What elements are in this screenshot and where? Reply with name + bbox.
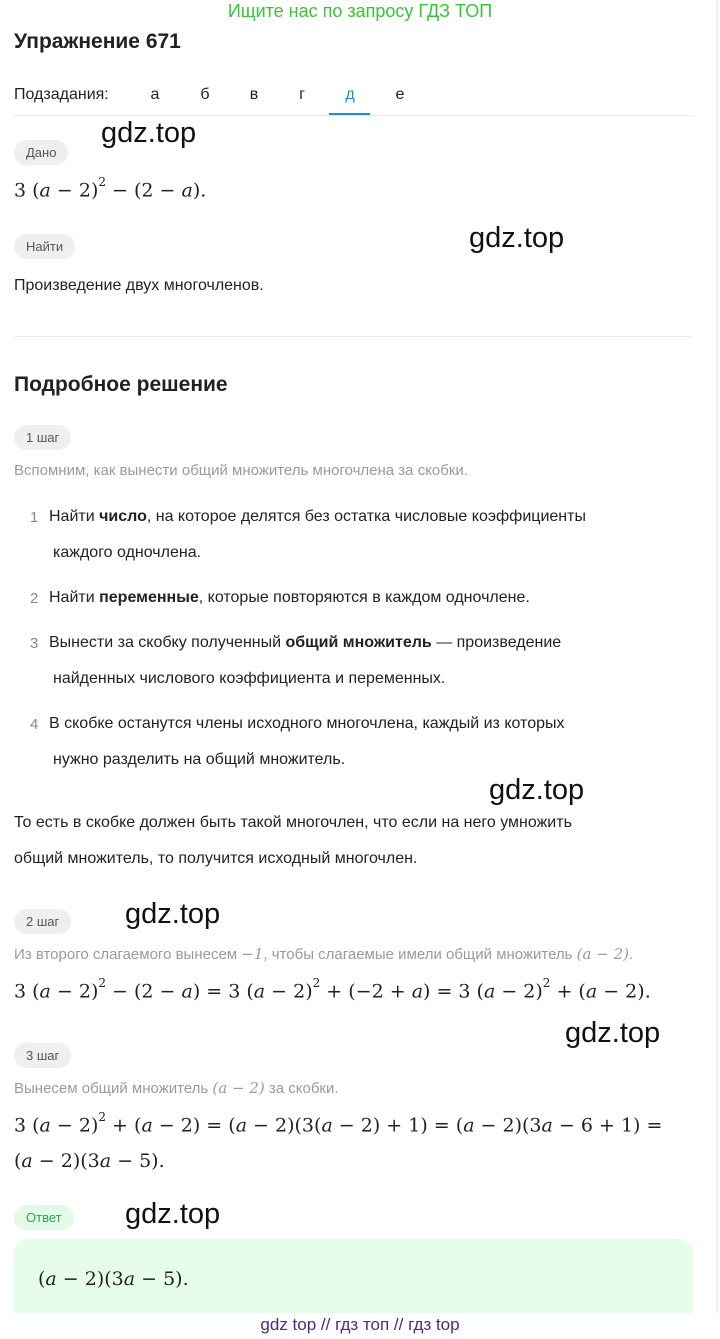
find-text: Произведение двух многочленов.	[14, 277, 264, 294]
step3-expression-line2: (a − 2)(3a − 5).	[14, 1150, 165, 1172]
page-right-border	[716, 0, 718, 1339]
step3-chip: 3 шаг	[14, 1043, 71, 1068]
tab-b[interactable]: б	[200, 86, 210, 103]
watermark: gdz.top	[489, 774, 585, 806]
active-tab-indicator	[329, 113, 370, 115]
math-inline: −1	[241, 945, 264, 963]
list-item: В скобке останутся члены исходного многочлена, каждый из которых нужно разделить на общий множитель.	[49, 715, 565, 768]
step1-paragraph: То есть в скобке должен быть такой многочлен, что если на него умножить общий множитель, то получится исходный многочлен.	[14, 814, 572, 867]
list-item-number: 4	[30, 716, 39, 733]
step2-intro: Из второго слагаемого вынесем −1, чтобы слагаемые имели общий множитель (a − 2).	[14, 945, 634, 963]
step2-chip: 2 шаг	[14, 909, 71, 934]
find-chip: Найти	[14, 234, 75, 259]
step3-intro: Вынесем общий множитель (a − 2) за скобки.	[14, 1079, 339, 1097]
list-item: Вынести за скобку полученный общий множитель — произведение найденных числового коэффициента и переменных.	[49, 634, 562, 687]
footer-links[interactable]: gdz top // гдз топ // гдз top	[0, 1313, 720, 1339]
tab-v[interactable]: в	[249, 86, 259, 103]
step1-chip: 1 шаг	[14, 425, 71, 450]
tab-e[interactable]: е	[395, 86, 405, 103]
step3-expression-line1: 3 $(a - 2)^2 + (a - 2) = (a - 2)(3(a - 2) + 1) = (a - 2)(3a - 6 + 1)$ =	[14, 1110, 663, 1137]
answer-expression: (a − 2)(3a − 5).	[38, 1268, 189, 1290]
watermark: gdz.top	[469, 222, 565, 254]
tabs-divider	[14, 115, 692, 116]
tab-g[interactable]: г	[299, 86, 305, 103]
subtasks-label: Подзадания:	[14, 86, 109, 103]
math-inline: (a − 2)	[576, 945, 629, 963]
section-divider	[14, 336, 692, 337]
given-expression: 3 $(a - 2)^2 - (2 - a)$.	[14, 175, 207, 202]
list-item: Найти переменные, которые повторяются в каждом одночлене.	[49, 589, 530, 606]
answer-chip: Ответ	[14, 1205, 74, 1230]
step2-expression: 3 $(a - 2)^2 - (2 - a) = 3$ $(a - 2)^2 + (-2 + a) = 3$ $(a - 2)^2 + (a - 2)$.	[14, 976, 651, 1003]
page-title: Упражнение 671	[14, 30, 181, 53]
given-chip: Дано	[14, 140, 68, 165]
math-inline: (a − 2)	[212, 1079, 265, 1097]
watermark: gdz.top	[565, 1017, 661, 1049]
tab-d[interactable]: д	[345, 86, 355, 103]
list-item-number: 1	[30, 509, 39, 526]
step1-intro: Вспомним, как вынести общий множитель многочлена за скобки.	[14, 462, 468, 479]
list-item-number: 2	[30, 590, 39, 607]
solution-title: Подробное решение	[14, 373, 228, 396]
list-item-number: 3	[30, 635, 39, 652]
promo-banner[interactable]: Ищите нас по запросу ГДЗ ТОП	[227, 1, 493, 21]
tab-a[interactable]: а	[150, 86, 160, 103]
watermark: gdz.top	[101, 117, 197, 149]
watermark: gdz.top	[125, 1198, 221, 1230]
list-item: Найти число, на которое делятся без остатка числовые коэффициенты каждого одночлена.	[49, 508, 586, 561]
watermark: gdz.top	[125, 898, 221, 930]
